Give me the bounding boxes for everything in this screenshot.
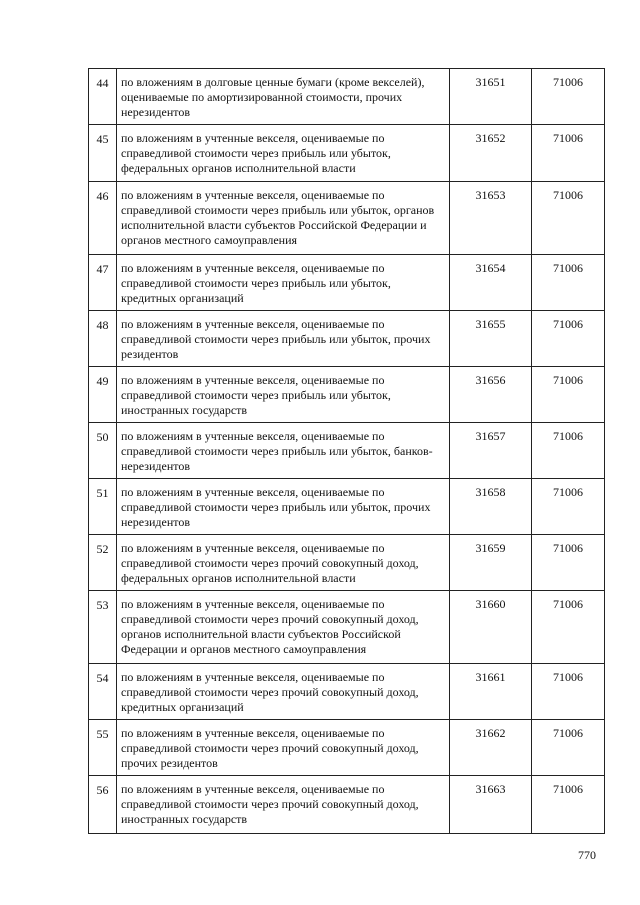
row-number: 54 <box>89 664 117 720</box>
table-row <box>89 69 605 125</box>
row-number: 45 <box>89 125 117 182</box>
row-number: 52 <box>89 535 117 591</box>
table-row <box>89 535 605 591</box>
account-code-second: 71006 <box>532 255 605 311</box>
row-number: 49 <box>89 367 117 423</box>
account-code-first: 31663 <box>450 776 532 834</box>
row-description: по вложениям в учтенные векселя, оцениваемые по справедливой стоимости через прибыль или убыток, кредитных организаций <box>117 255 450 311</box>
row-number: 44 <box>89 69 117 125</box>
account-code-second: 71006 <box>532 69 605 125</box>
row-number: 51 <box>89 479 117 535</box>
row-description: по вложениям в учтенные векселя, оцениваемые по справедливой стоимости через прибыль или убыток, прочих резидентов <box>117 311 450 367</box>
account-code-first: 31654 <box>450 255 532 311</box>
account-code-second: 71006 <box>532 125 605 182</box>
table-row <box>89 367 605 423</box>
table-row <box>89 182 605 255</box>
account-code-second: 71006 <box>532 535 605 591</box>
table-row <box>89 776 605 834</box>
table-row <box>89 720 605 776</box>
account-code-first: 31657 <box>450 423 532 479</box>
row-number: 53 <box>89 591 117 664</box>
account-code-first: 31660 <box>450 591 532 664</box>
account-code-first: 31661 <box>450 664 532 720</box>
page-number: 770 <box>578 848 596 862</box>
row-number: 47 <box>89 255 117 311</box>
account-code-second: 71006 <box>532 311 605 367</box>
table-row <box>89 479 605 535</box>
account-code-first: 31656 <box>450 367 532 423</box>
account-code-first: 31655 <box>450 311 532 367</box>
row-description: по вложениям в учтенные векселя, оцениваемые по справедливой стоимости через прочий совокупный доход, прочих резидентов <box>117 720 450 776</box>
account-code-first: 31652 <box>450 125 532 182</box>
table-row <box>89 423 605 479</box>
account-code-second: 71006 <box>532 182 605 255</box>
account-code-second: 71006 <box>532 591 605 664</box>
table-row <box>89 591 605 664</box>
accounts-table <box>88 68 605 834</box>
account-code-first: 31658 <box>450 479 532 535</box>
row-description: по вложениям в учтенные векселя, оцениваемые по справедливой стоимости через прибыль или убыток, банков-нерезидентов <box>117 423 450 479</box>
account-code-second: 71006 <box>532 479 605 535</box>
row-description: по вложениям в учтенные векселя, оцениваемые по справедливой стоимости через прочий совокупный доход, федеральных органов исполнительной власти <box>117 535 450 591</box>
row-number: 46 <box>89 182 117 255</box>
account-code-second: 71006 <box>532 367 605 423</box>
table-row <box>89 664 605 720</box>
row-number: 48 <box>89 311 117 367</box>
row-number: 55 <box>89 720 117 776</box>
row-description: по вложениям в учтенные векселя, оцениваемые по справедливой стоимости через прибыль или убыток, прочих нерезидентов <box>117 479 450 535</box>
row-description: по вложениям в учтенные векселя, оцениваемые по справедливой стоимости через прибыль или убыток, иностранных государств <box>117 367 450 423</box>
row-number: 56 <box>89 776 117 834</box>
account-code-second: 71006 <box>532 423 605 479</box>
row-number: 50 <box>89 423 117 479</box>
row-description: по вложениям в учтенные векселя, оцениваемые по справедливой стоимости через прибыль или убыток, органов исполнительной власти субъектов Российской Федерации и органов местного самоуправления <box>117 182 450 255</box>
row-description: по вложениям в долговые ценные бумаги (кроме векселей), оцениваемые по амортизированной стоимости, прочих нерезидентов <box>117 69 450 125</box>
account-code-second: 71006 <box>532 776 605 834</box>
account-code-second: 71006 <box>532 720 605 776</box>
accounts-table-body <box>89 69 605 834</box>
account-code-first: 31659 <box>450 535 532 591</box>
row-description: по вложениям в учтенные векселя, оцениваемые по справедливой стоимости через прочий совокупный доход, органов исполнительной власти субъектов Российской Федерации и органов местного самоуправления <box>117 591 450 664</box>
account-code-first: 31651 <box>450 69 532 125</box>
table-row <box>89 255 605 311</box>
row-description: по вложениям в учтенные векселя, оцениваемые по справедливой стоимости через прочий совокупный доход, иностранных государств <box>117 776 450 834</box>
table-row <box>89 311 605 367</box>
account-code-first: 31653 <box>450 182 532 255</box>
account-code-second: 71006 <box>532 664 605 720</box>
row-description: по вложениям в учтенные векселя, оцениваемые по справедливой стоимости через прочий совокупный доход, кредитных организаций <box>117 664 450 720</box>
row-description: по вложениям в учтенные векселя, оцениваемые по справедливой стоимости через прибыль или убыток, федеральных органов исполнительной власти <box>117 125 450 182</box>
account-code-first: 31662 <box>450 720 532 776</box>
table-row <box>89 125 605 182</box>
